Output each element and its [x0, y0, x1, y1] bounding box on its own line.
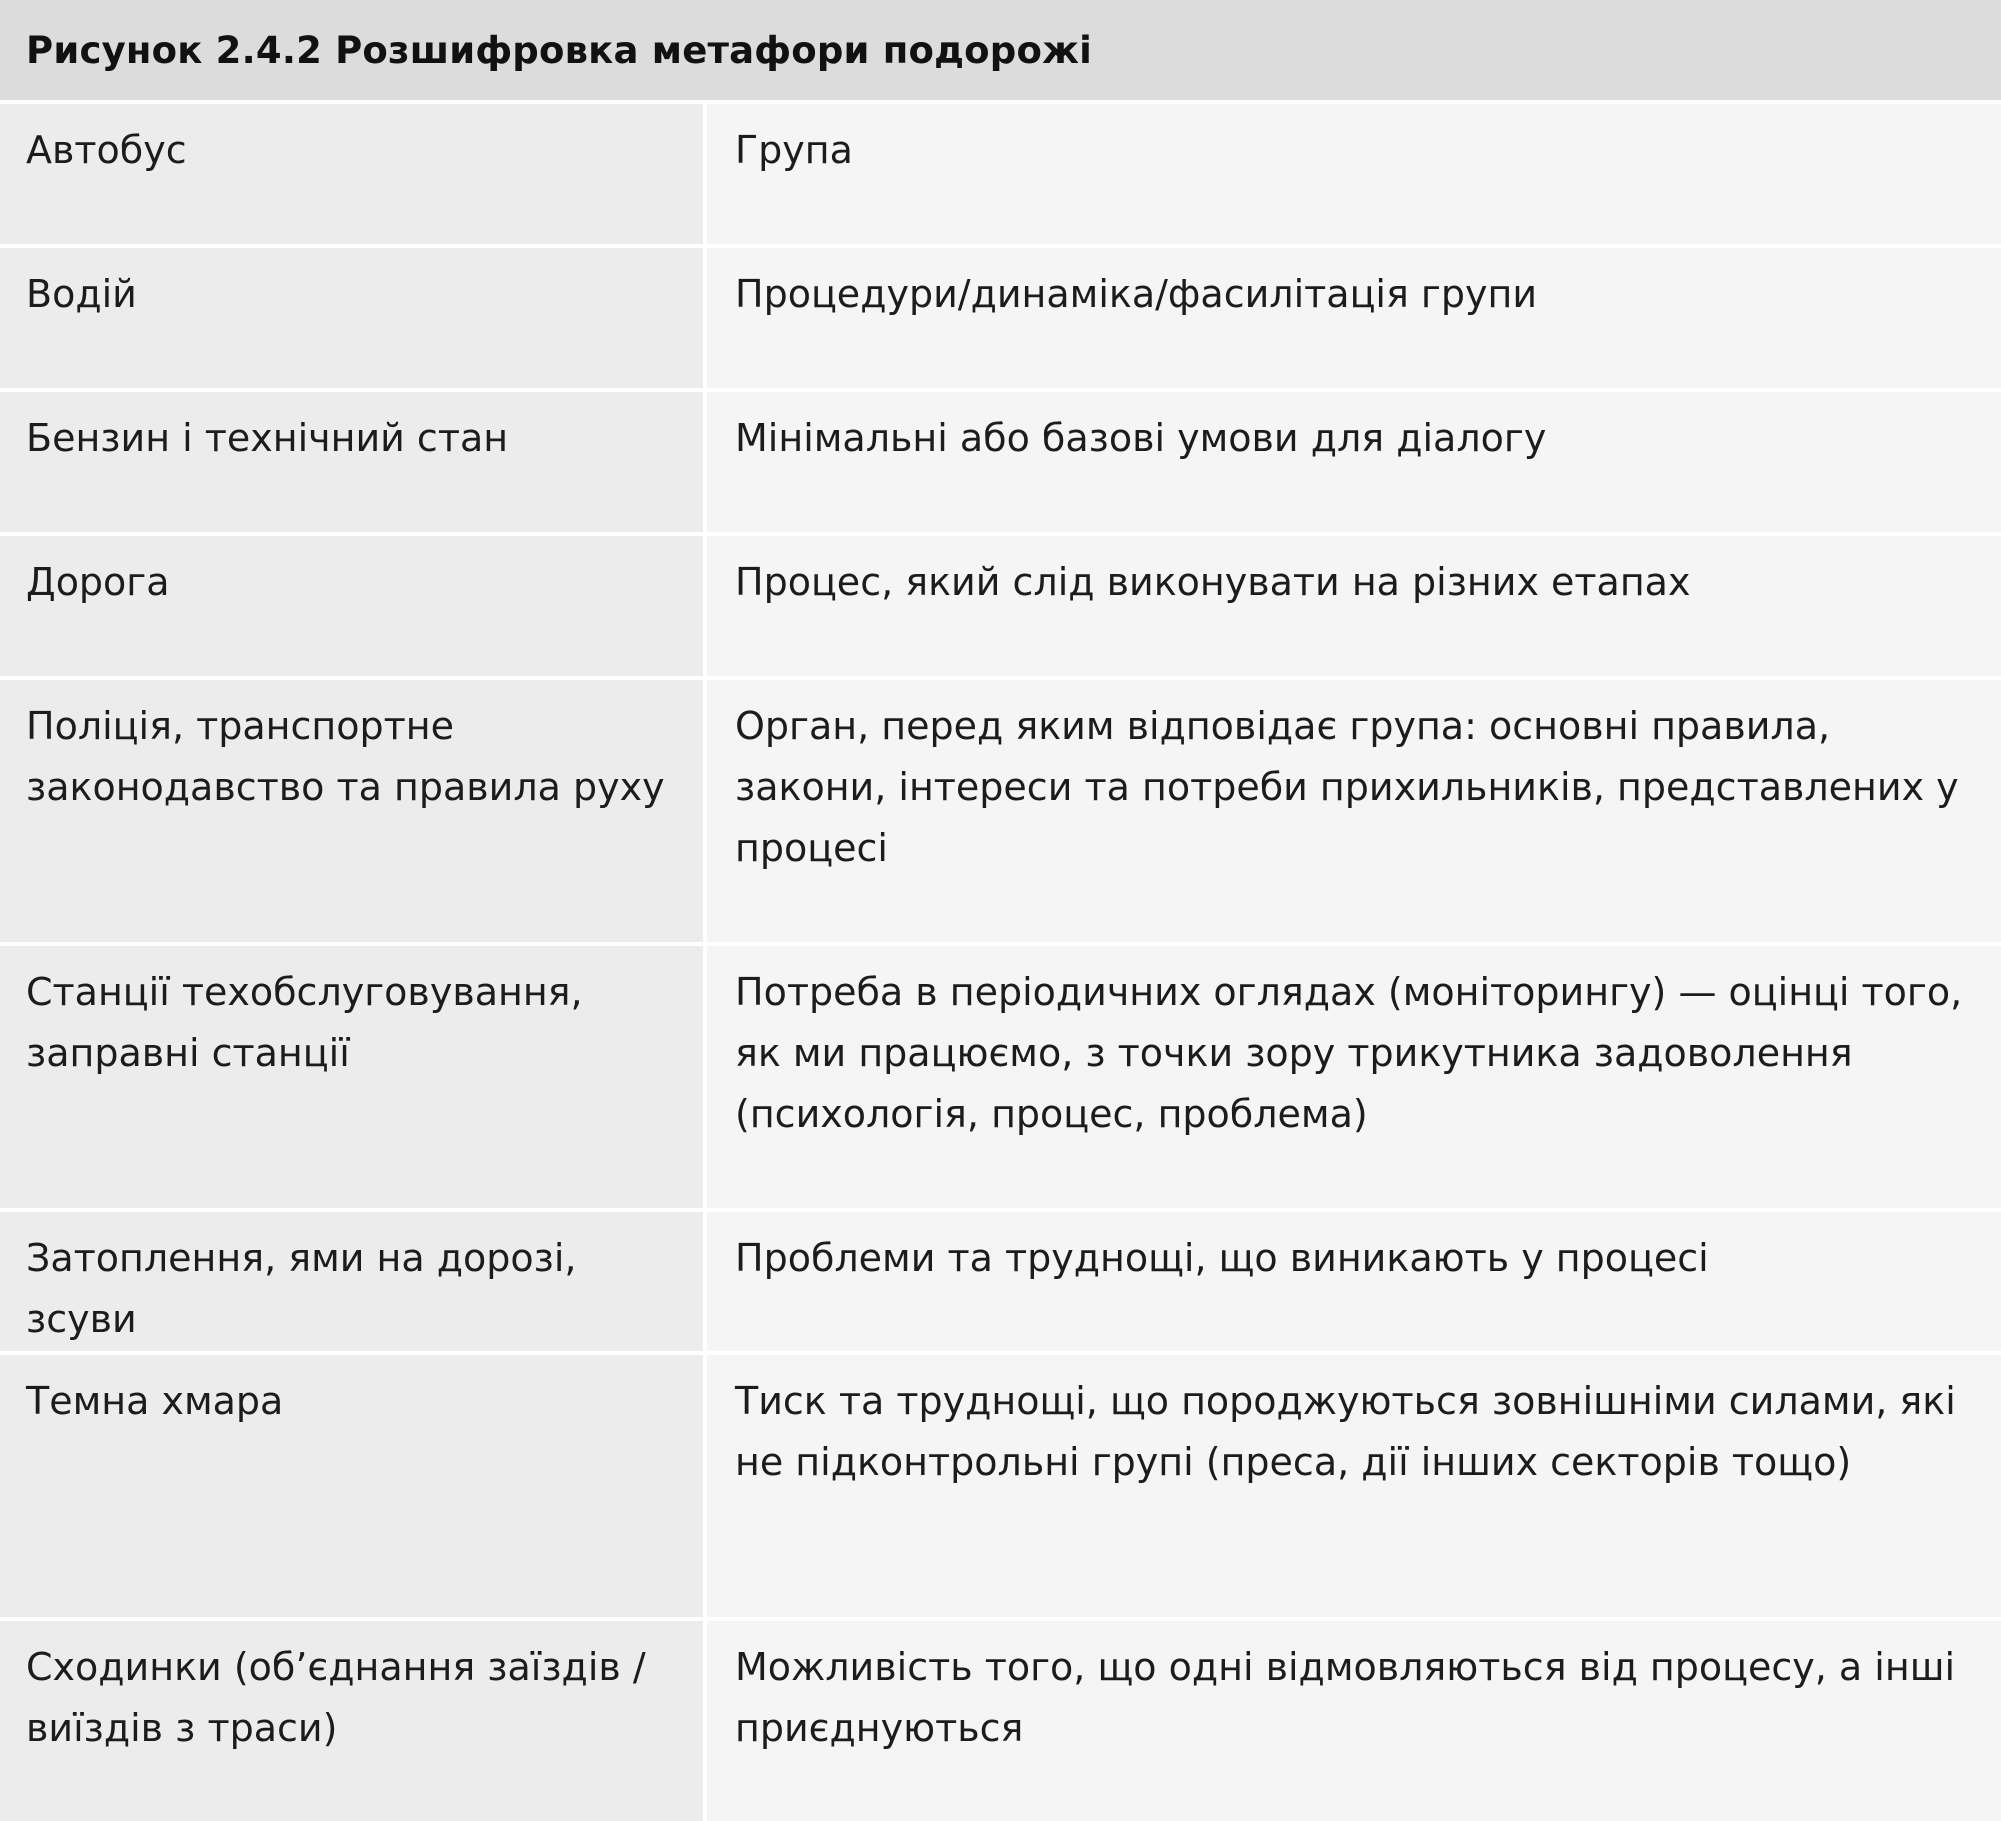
term-cell: Автобус	[0, 104, 703, 244]
meaning-cell: Проблеми та труднощі, що виникають у процесі	[707, 1212, 2001, 1351]
term-cell: Сходинки (об’єднання заїздів / виїздів з траси)	[0, 1621, 703, 1821]
table-title: Рисунок 2.4.2 Розшифровка метафори подорожі	[0, 0, 2001, 100]
meaning-cell: Тиск та труднощі, що породжуються зовнішніми силами, які не підконтрольні групі (преса, дії інших секторів тощо)	[707, 1355, 2001, 1617]
term-cell: Дорога	[0, 536, 703, 676]
meaning-cell: Процес, який слід виконувати на різних етапах	[707, 536, 2001, 676]
meaning-cell: Мінімальні або базові умови для діалогу	[707, 392, 2001, 532]
term-cell: Темна хмара	[0, 1355, 703, 1617]
term-cell: Поліція, транспортне законодавство та правила руху	[0, 680, 703, 942]
term-cell: Водій	[0, 248, 703, 388]
meaning-cell: Можливість того, що одні відмовляються від процесу, а інші приєднуються	[707, 1621, 2001, 1821]
term-cell: Станції техобслуговування, заправні станції	[0, 946, 703, 1208]
meaning-cell: Орган, перед яким відповідає група: основні правила, закони, інтереси та потреби прихильників, представлених у процесі	[707, 680, 2001, 942]
term-cell: Бензин і технічний стан	[0, 392, 703, 532]
meaning-cell: Процедури/динаміка/фасилітація групи	[707, 248, 2001, 388]
term-cell: Затоплення, ями на дорозі, зсуви	[0, 1212, 703, 1351]
meaning-cell: Потреба в періодичних оглядах (моніторингу) — оцінці того, як ми працюємо, з точки зору трикутника задоволення (психологія, процес, проблема)	[707, 946, 2001, 1208]
meaning-cell: Група	[707, 104, 2001, 244]
